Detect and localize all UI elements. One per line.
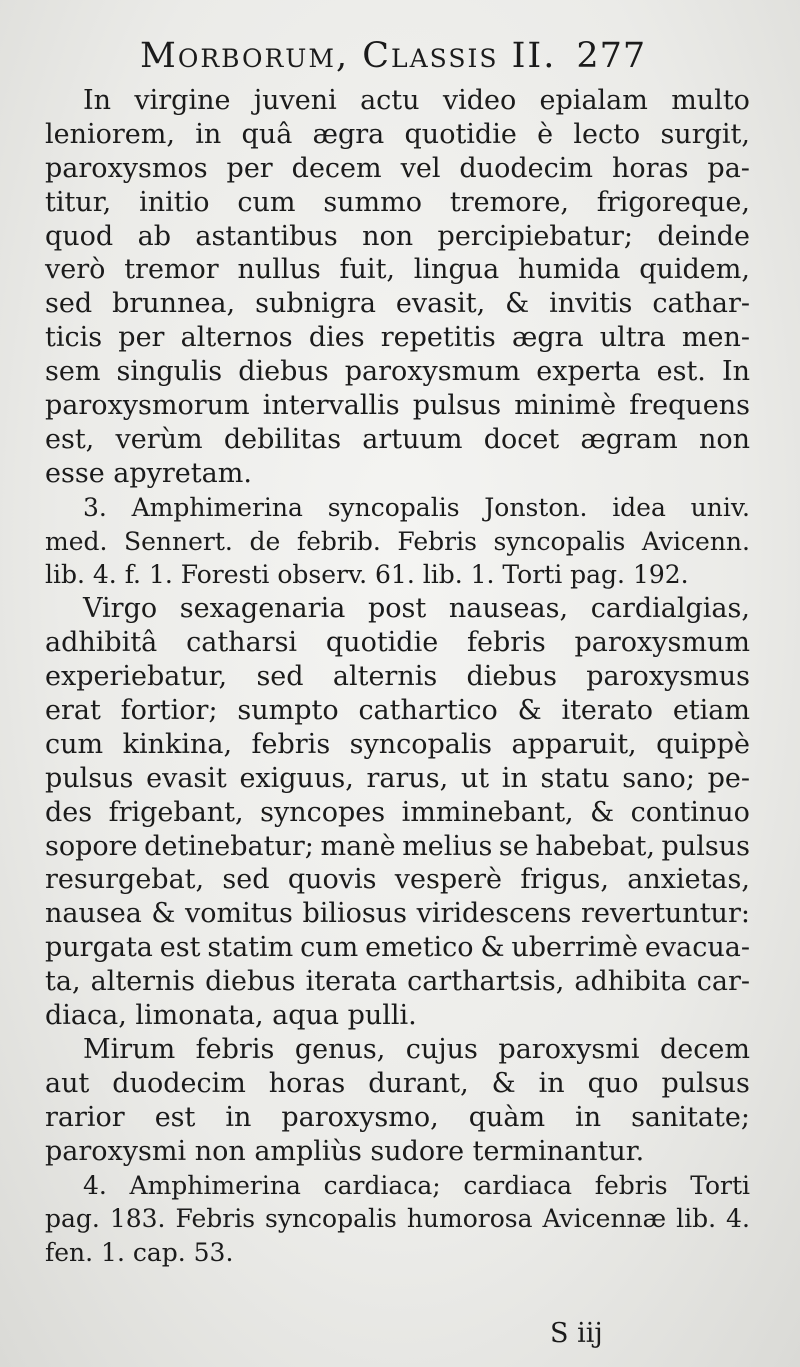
reference-paragraph [45, 491, 750, 593]
text-line: cum kinkina, febris syncopalis apparuit, quippè [45, 728, 750, 760]
page-number: 277 [576, 36, 647, 76]
text-line: resurgebat, sed quovis vesperè frigus, anxietas, [45, 864, 750, 896]
text-line: esse apyretam. [45, 457, 252, 489]
text-line: rarior est in paroxysmo, quàm in sanitate; [45, 1101, 750, 1133]
reference-paragraph [45, 1169, 750, 1271]
text-line: experiebatur, sed alternis diebus paroxysmus [45, 661, 750, 693]
running-title: Morborum, Classis II. [140, 36, 557, 76]
text-line: Mirum febris genus, cujus paroxysmi decem [83, 1033, 750, 1065]
body-text [45, 84, 750, 1270]
body-paragraph [45, 84, 750, 491]
text-line: pag. 183. Febris syncopalis humorosa Avicennæ lib. 4. [45, 1204, 750, 1234]
text-line: sed brunnea, subnigra evasit, & invitis cathar- [45, 288, 750, 320]
text-line: nausea & vomitus biliosus viridescens revertuntur: [45, 898, 750, 930]
text-line: In virgine juveni actu video epialam multo [83, 85, 750, 116]
text-line: paroxysmi non ampliùs sudore terminantur. [45, 1135, 645, 1167]
text-line: des frigebant, syncopes imminebant, & continuo [45, 796, 750, 828]
text-line: pulsus evasit exiguus, rarus, ut in statu sano; pe- [45, 762, 750, 794]
text-line: paroxysmos per decem vel duodecim horas pa- [45, 152, 750, 184]
text-line: paroxysmorum intervallis pulsus minimè frequens [45, 390, 750, 422]
text-line: sopore detinebatur; manè melius se habebat, pulsus [45, 830, 750, 862]
text-line: Virgo sexagenaria post nauseas, cardialgias, [83, 593, 750, 625]
text-line: est, verùm debilitas artuum docet ægram non [45, 423, 750, 455]
text-line: erat fortior; sumpto cathartico & iterato etiam [45, 695, 750, 727]
page-header [140, 36, 750, 88]
signature-mark: S iij [550, 1318, 603, 1349]
text-line: adhibitâ catharsi quotidie febris paroxysmum [45, 627, 750, 659]
text-line: 4. Amphimerina cardiaca; cardiaca febris Torti [83, 1170, 750, 1200]
text-line: verò tremor nullus fuit, lingua humida quidem, [45, 254, 750, 286]
text-line: med. Sennert. de febrib. Febris syncopalis Avicenn. [45, 526, 750, 556]
text-line: titur, initio cum summo tremore, frigoreque, [45, 186, 750, 218]
body-paragraph [45, 1033, 750, 1169]
body-paragraph [45, 592, 750, 1033]
text-line: ta, alternis diebus iterata carthartsis, adhibita car- [45, 966, 750, 998]
text-line: ticis per alternos dies repetitis ægra ultra men- [45, 322, 750, 354]
text-line: sem singulis diebus paroxysmum experta est. In [45, 356, 750, 388]
text-line: fen. 1. cap. 53. [45, 1238, 234, 1268]
text-line: 3. Amphimerina syncopalis Jonston. idea univ. [83, 492, 750, 522]
text-line: leniorem, in quâ ægra quotidie è lecto surgit, [45, 118, 750, 150]
text-line: quod ab astantibus non percipiebatur; deinde [45, 220, 750, 252]
text-line: purgata est statim cum emetico & uberrimè evacua- [45, 932, 750, 964]
text-line: diaca, limonata, aqua pulli. [45, 1000, 417, 1032]
text-line: aut duodecim horas durant, & in quo pulsus [45, 1067, 750, 1099]
text-line: lib. 4. f. 1. Foresti observ. 61. lib. 1. Torti pag. 192. [45, 560, 689, 590]
